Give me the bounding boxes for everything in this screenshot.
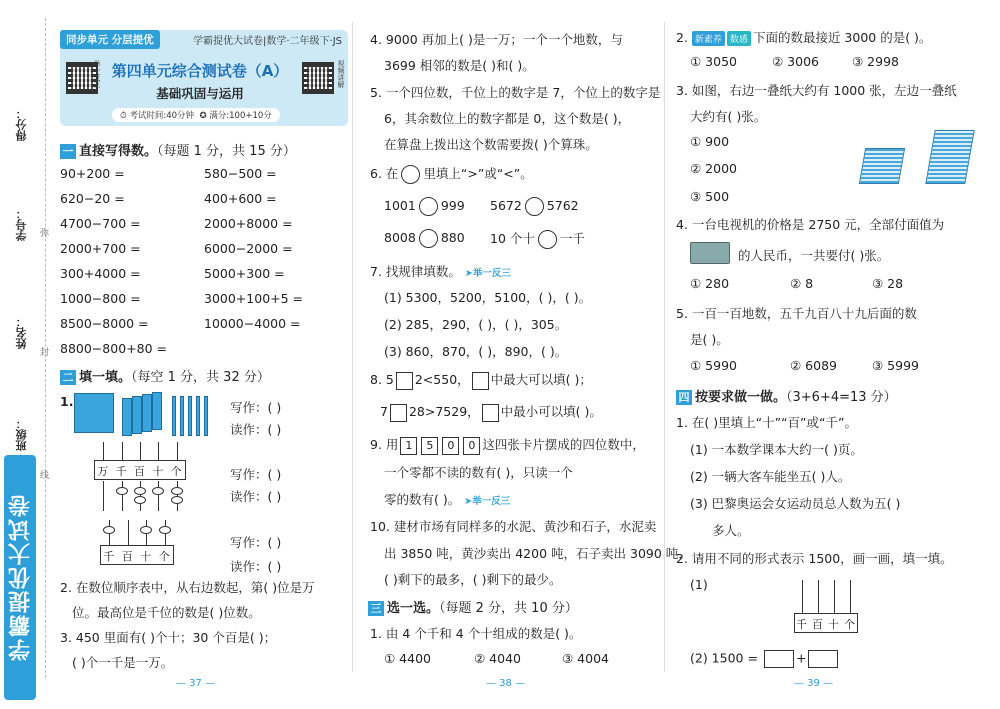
compare-circle [401,165,420,184]
choice-5-option-b[interactable]: ② 6089 [790,358,837,373]
abacus-label: 千 [115,465,127,478]
abacus-rod [103,442,104,460]
compare-circle-3[interactable] [419,229,438,248]
compare-2: 5672 5762 [490,197,579,216]
unit-tag: 同步单元 分层提优 [60,30,160,49]
abacus-rod [850,580,851,613]
paper-stack-large [925,130,975,184]
q1-number: 1. [60,394,74,409]
q5-line-1: 5. 一个四位数，千位上的数字是 7，个位上的数字是 [370,85,661,100]
abacus-rod [177,442,178,460]
q10-line-3: ( )剩下的最多，( )剩下的最少。 [384,572,562,587]
calc-item[interactable]: 4700−700 = [60,216,141,231]
calc-item[interactable]: 620−20 = [60,191,125,206]
seal-xian: 线 [40,471,50,481]
abacus-bead [171,487,183,495]
ten-rod [204,396,208,436]
calc-item[interactable]: 6000−2000 = [204,241,293,256]
column-divider [664,22,665,672]
calc-item[interactable]: 3000+100+5 = [204,291,304,306]
d2-item-1: (1) [690,577,708,592]
abacus-bead [103,526,115,534]
q2-line-2: 位。最高位是千位的数是( )位数。 [72,605,261,620]
choice-1-option-a[interactable]: ① 4400 [384,651,431,666]
hundred-flat [122,398,132,436]
page-number-39: — 39 — [794,678,834,689]
student-id-label: 学号： [15,208,28,241]
compare-3: 8008 880 [384,229,465,248]
q2-line-1: 2. 在数位顺序表中，从右边数起，第( )位是万 [60,580,315,595]
abacus-bead [171,496,183,504]
abacus-bead [159,526,171,534]
d1-item-2: (2) 一辆大客车能坐五( )人。 [690,469,851,484]
abacus-rod [103,481,104,511]
column-divider [352,22,353,672]
choice-3-line-2: 大约有( )张。 [690,109,767,124]
compare-circle-4[interactable] [538,230,557,249]
section-3-heading: 三 选一选。（每题 2 分，共 10 分） [368,597,578,616]
choice-2: 2. 新素养 数感 下面的数最接近 3000 的是( )。 [676,30,932,45]
banknote-100-image [690,242,730,264]
choice-2-option-b[interactable]: ② 3006 [772,54,819,69]
test-title: 第四单元综合测试卷（A） [111,62,289,80]
choice-5-line-2: 是( )。 [690,332,729,347]
abacus-bead [134,496,146,504]
q4-line-1: 4. 9000 再加上( )是一万；一个一个地数，与 [370,32,623,47]
abacus-rod [802,580,803,613]
q9-line-3: 零的数有( )。 ➤举一反三 [384,492,511,507]
compare-1: 1001 999 [384,197,465,216]
number-card: 0 [463,437,480,455]
calc-item[interactable]: 90+200 = [60,166,125,181]
calc-item[interactable]: 8500−8000 = [60,316,149,331]
q8-line-2: 7 28>7529， 中最小可以填( )。 [380,402,602,422]
choice-5-option-c[interactable]: ③ 5999 [872,358,919,373]
abacus-label: 十 [828,618,839,631]
compare-circle-1[interactable] [419,197,438,216]
q7-item-1: (1) 5300，5200，5100，( )，( )。 [384,290,592,305]
d2-item-2: (2) 1500 = + [690,650,840,668]
choice-5-option-a[interactable]: ① 5990 [690,358,737,373]
score-label: 得分： [15,108,28,141]
ten-rod [180,396,184,436]
abacus-label: 百 [134,465,145,478]
abacus-label: 百 [121,550,133,563]
star-icon: ✪ [199,111,210,121]
abacus-rod [128,520,129,545]
abacus-rod [818,580,819,613]
compare-circle-2[interactable] [525,197,544,216]
choice-4-line-2: 的人民币，一共要付( )张。 [738,248,890,263]
choice-1: 1. 由 4 个千和 4 个十组成的数是( )。 [370,626,582,641]
abacus-rod [834,580,835,613]
series-title: 学霸提优大试卷|数学·二年级下·JS [193,36,343,47]
clock-icon: ⏱ [120,111,130,121]
abacus-rod [140,442,141,460]
page-number-37: — 37 — [176,678,216,689]
q1c-write[interactable]: 写作：( ) [230,535,282,550]
name-label: 姓名： [15,316,28,349]
choice-3-line-1: 3. 如图，右边一叠纸大约有 1000 张，左边一叠纸 [676,83,957,98]
answer-box-2[interactable] [808,650,838,668]
calc-item[interactable]: 10000−4000 = [204,316,301,331]
digit-box[interactable] [396,372,413,390]
q1a-read[interactable]: 读作：( ) [230,422,282,437]
page-number-38: — 38 — [486,678,526,689]
ten-rod [172,396,176,436]
hundred-flat [142,394,152,432]
ten-rod [196,396,200,436]
q10-line-2: 出 3850 吨，黄沙卖出 4200 吨，石子卖出 3090 吨， [384,546,691,561]
number-card: 0 [442,437,459,455]
digit-box[interactable] [390,404,407,422]
calc-item[interactable]: 300+4000 = [60,266,141,281]
choice-4-option-b[interactable]: ② 8 [790,276,814,291]
brand-logo: 学霸提优大试卷 [4,455,36,700]
q10-line-1: 10. 建材市场有同样多的水泥、黄沙和石子，水泥卖 [370,519,657,534]
abacus-label: 个 [158,550,170,563]
q1a-write[interactable]: 写作：( ) [230,400,282,415]
q8-line-1: 8. 5 2<550， 中最大可以填( )； [370,370,592,390]
calc-item[interactable]: 2000+700 = [60,241,141,256]
q7-prompt: 7. 找规律填数。 ➤举一反三 [370,264,511,279]
number-sense-badge: 数感 [727,31,751,46]
abacus-bead [152,487,164,495]
q1c-read[interactable]: 读作：( ) [230,559,282,574]
paper-stack-small [859,148,905,184]
calc-item[interactable]: 400+600 = [204,191,277,206]
abacus-label: 千 [796,618,807,631]
number-card: 5 [421,437,438,455]
choice-4-option-a[interactable]: ① 280 [690,276,730,291]
hint-tag[interactable]: ➤举一反三 [464,268,511,279]
q5-line-2: 6，其余数位上的数字都是 0，这个数是( )， [384,111,631,126]
calc-item[interactable]: 580−500 = [204,166,277,181]
qr-left-label: 举一反三 [93,60,101,88]
hundred-flat [152,392,162,430]
abacus-label: 万 [97,465,109,478]
choice-3-option-c[interactable]: ③ 500 [690,189,730,204]
digit-box-blank [472,372,489,390]
hundred-flat [132,396,142,434]
calc-item[interactable]: 1000−800 = [60,291,141,306]
test-meta: ⏱ 考试时间:40分钟 ✪ 满分:100+10分 [112,108,280,122]
abacus-bead [116,487,128,495]
new-literacy-badge: 新素养 [692,31,725,46]
choice-4-line-1: 4. 一台电视机的价格是 2750 元，全部付面值为 [676,217,945,232]
calc-item[interactable]: 8800−800+80 = [60,341,167,356]
test-subtitle: 基础巩固与运用 [156,86,244,101]
abacus-rod [158,442,159,460]
calc-item[interactable]: 5000+300 = [204,266,285,281]
qr-right-label: 视频讲解 [337,60,345,88]
q3-line-2: ( )个一千是一万。 [72,655,174,670]
seal-mi: 弥 [40,229,50,239]
q1b-read[interactable]: 读作：( ) [230,489,282,504]
d1-item-1: (1) 一本数学课本大约一( )页。 [690,442,863,457]
d1-item-3-cont: 多人。 [712,523,750,538]
d1-item-3: (3) 巴黎奥运会女运动员总人数为五( ) [690,496,901,511]
choice-1-option-b[interactable]: ② 4040 [474,651,521,666]
choice-3-option-a[interactable]: ① 900 [690,134,730,149]
digit-box-blank [482,404,499,422]
choice-4-option-c[interactable]: ③ 28 [872,276,904,291]
binding-margin [0,0,50,709]
choice-2-option-a[interactable]: ① 3050 [690,54,737,69]
ten-rod [188,396,192,436]
hint-tag[interactable]: ➤举一反三 [464,496,511,507]
number-card: 1 [400,437,417,455]
choice-2-option-c[interactable]: ③ 2998 [852,54,899,69]
seal-feng: 封 [40,348,50,358]
choice-5-line-1: 5. 一百一百地数，五千九百八十九后面的数 [676,306,917,321]
abacus-label: 百 [812,618,823,631]
abacus-label: 十 [152,465,164,478]
q9-line-1: 9. 用 1 5 0 0 这四张卡片摆成的四位数中， [370,435,645,455]
abacus-rod [122,442,123,460]
q7-item-3: (3) 860，870，( )，890，( )。 [384,344,568,359]
thousand-cube [74,393,114,433]
choice-1-option-c[interactable]: ③ 4004 [562,651,609,666]
q1b-write[interactable]: 写作：( ) [230,467,282,482]
d1-prompt: 1. 在( )里填上“十”“百”或“千”。 [676,415,857,430]
choice-3-option-b[interactable]: ② 2000 [690,161,737,176]
section-1-heading: 一 直接写得数。（每题 1 分，共 15 分） [60,140,296,159]
q9-line-2: 一个零都不读的数有( )，只读一个 [384,465,573,480]
abacus-label: 个 [844,618,855,631]
section-4-heading: 四 按要求做一做。（3+6+4=13 分） [676,386,897,405]
abacus-label: 个 [170,465,182,478]
compare-4: 10 个十 一千 [490,229,585,249]
section-2-heading: 二 填一填。（每空 1 分，共 32 分） [60,366,270,385]
q6-prompt: 6. 在 里填上“>”或“<”。 [370,164,533,184]
class-label: 班级： [15,418,28,451]
abacus-bead [134,487,146,495]
q4-line-2: 3699 相邻的数是( )和( )。 [384,58,535,73]
q7-item-2: (2) 285，290，( )，( )，305。 [384,317,568,332]
d2-prompt: 2. 请用不同的形式表示 1500，画一画，填一填。 [676,551,953,566]
qr-code-right [302,62,334,94]
abacus-label: 十 [140,550,152,563]
abacus-label: 千 [103,550,115,563]
q3-line-1: 3. 450 里面有( )个十；30 个百是( )； [60,630,277,645]
answer-box-1[interactable] [764,650,794,668]
abacus-bead [140,526,152,534]
q5-line-3: 在算盘上拨出这个数需要拨( )个算珠。 [384,137,598,152]
abacus-rod [122,481,123,511]
abacus-rod [158,481,159,511]
calc-item[interactable]: 2000+8000 = [204,216,293,231]
